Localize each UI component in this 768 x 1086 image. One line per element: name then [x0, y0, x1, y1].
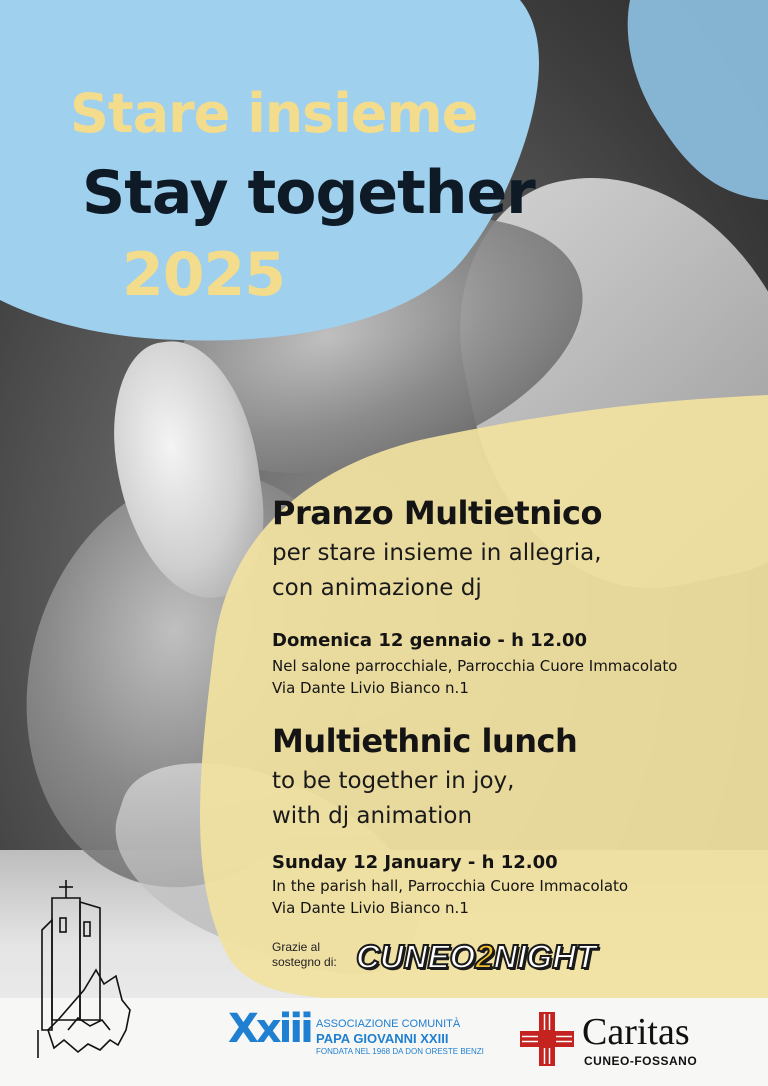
caritas-cross-icon — [520, 1012, 574, 1066]
cuneo-night-logo — [356, 938, 596, 976]
event-it-subtitle-1: per stare insieme in allegria, — [272, 540, 602, 566]
event-en-heading: Multiethnic lunch — [272, 722, 578, 760]
event-en-where-1: In the parish hall, Parrocchia Cuore Immacolato — [272, 877, 629, 895]
title-italian: Stare insieme — [70, 82, 478, 145]
apg23-text — [316, 1018, 516, 1057]
parish-church-logo — [34, 880, 144, 1070]
apg23-line-1: ASSOCIAZIONE COMUNITÀ — [316, 1018, 461, 1030]
apg23-line-2: PAPA GIOVANNI XXIII — [316, 1031, 449, 1046]
sponsor-label-2: sostegno di: — [272, 955, 337, 969]
event-it-where-1: Nel salone parrocchiale, Parrocchia Cuore Immacolato — [272, 657, 678, 675]
event-en-subtitle-2: with dj animation — [272, 803, 473, 829]
cuneo-logo-left: CUNEO — [356, 938, 476, 975]
title-year: 2025 — [122, 240, 285, 310]
event-en-subtitle-1: to be together in joy, — [272, 768, 515, 794]
event-it-where-2: Via Dante Livio Bianco n.1 — [272, 679, 469, 697]
sponsor-label-1: Grazie al — [272, 940, 321, 954]
apg23-mark: Xxiii — [228, 1006, 311, 1052]
apg23-line-3: FONDATA NEL 1968 DA DON ORESTE BENZI — [316, 1047, 484, 1056]
caritas-name: Caritas — [582, 1011, 690, 1053]
event-en-when: Sunday 12 January - h 12.00 — [272, 852, 558, 873]
cuneo-logo-mid: 2 — [475, 938, 494, 975]
event-italian — [272, 494, 677, 699]
event-it-subtitle-2: con animazione dj — [272, 575, 482, 601]
event-it-when: Domenica 12 gennaio - h 12.00 — [272, 630, 588, 651]
sponsor-label — [272, 940, 352, 970]
event-english — [272, 722, 628, 919]
title-english: Stay together — [82, 158, 535, 228]
cuneo-logo-right: NIGHT — [493, 938, 597, 975]
event-it-heading: Pranzo Multietnico — [272, 494, 602, 532]
caritas-subtitle: CUNEO-FOSSANO — [584, 1054, 698, 1068]
event-en-where-2: Via Dante Livio Bianco n.1 — [272, 899, 469, 917]
